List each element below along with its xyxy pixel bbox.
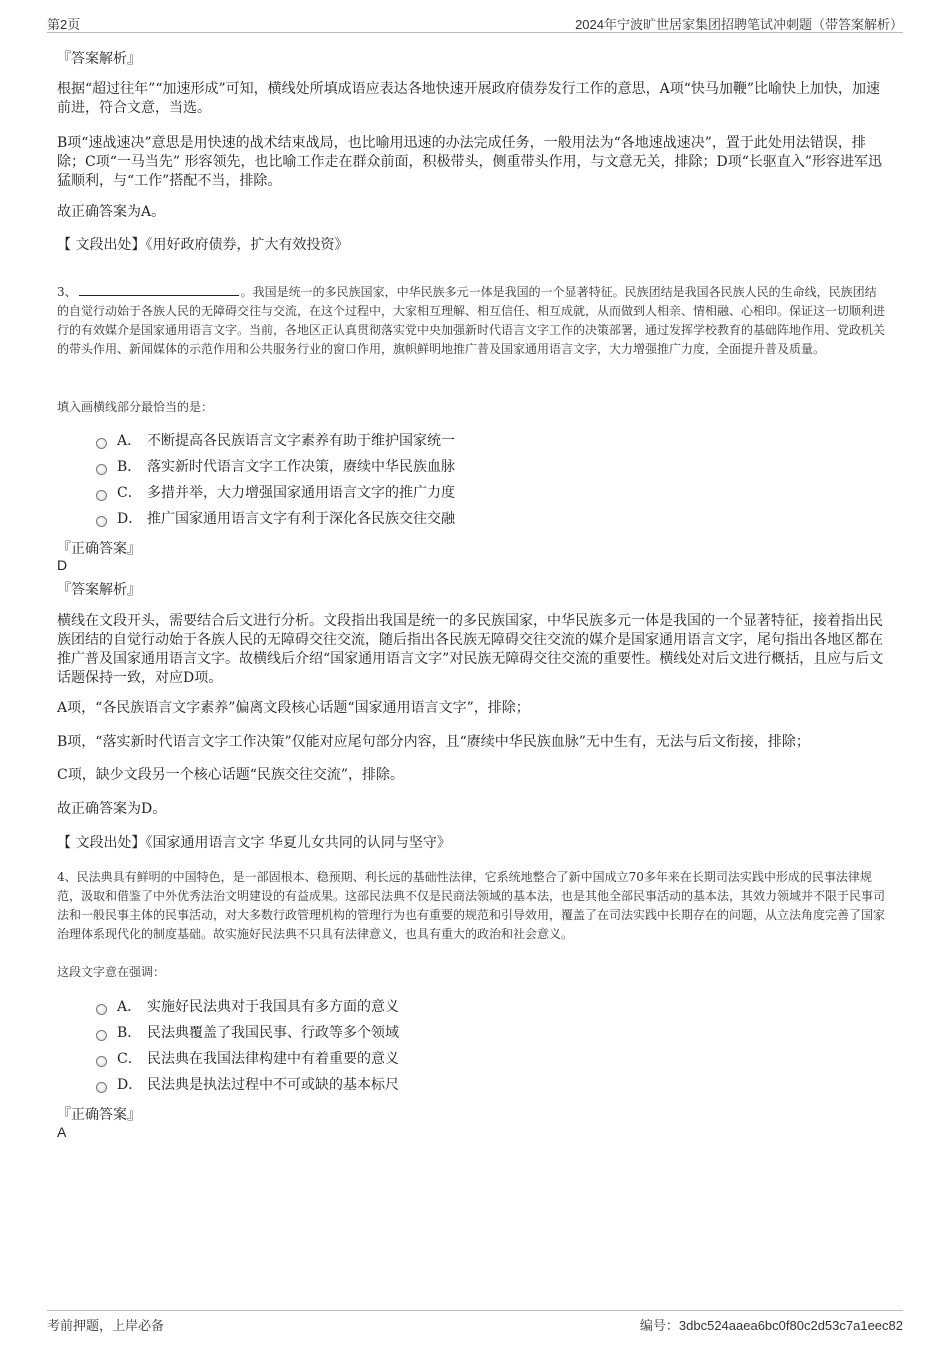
q3-answer: D [57, 557, 68, 573]
q3-answer-label: 『正确答案』 [57, 541, 141, 557]
q3-analysis-label: 『答案解析』 [57, 582, 141, 598]
radio-icon[interactable] [96, 516, 107, 527]
radio-icon[interactable] [96, 1004, 107, 1015]
q2-analysis-p1: 根据“超过往年”“加速形成”可知，横线处所填成语应表达各地快速开展政府债券发行工作的意思，A项“快马加鞭”比喻快上加快，加速前进，符合文意，当选。 [57, 81, 881, 116]
q4-option-b[interactable]: B． 民法典覆盖了我国民事、行政等多个领域 [96, 1023, 399, 1043]
q3-prompt: 填入画横线部分最恰当的是： [57, 400, 214, 414]
q3-source: 【 文段出处】《国家通用语言文字 华夏儿女共同的认同与坚守》 [57, 835, 451, 851]
q3-option-a[interactable]: A． 不断提高各民族语言文字素养有助于维护国家统一 [96, 431, 455, 451]
q4-answer: A [57, 1124, 67, 1140]
footer-slogan: 考前押题，上岸必备 [47, 1319, 165, 1334]
radio-icon[interactable] [96, 1056, 107, 1067]
q3-stem-text: 。我国是统一的多民族国家，中华民族多元一体是我国的一个显著特征。民族团结是我国各民族人民的生命线，民族团结的自觉行动始于各族人民的无障碍交往与交流，在这个过程中，大家相互理解、相互信任、相互成就，从而做到人相亲、情相融、心相印。保证这一切顺利进行的有效媒介是国家通用语言文字。当前，各地区正认真贯彻落实党中央加强新时代语言文字工作的决策部署，通过发挥学校教育的基础阵地作用、党政机关的带头作用、新闻媒体的示范作用和公共服务行业的窗口作用，旗帜鲜明地推广普及国家通用语言文字，大力增强推广力度，全面提升普及质量。 [57, 285, 886, 356]
page-footer [47, 1310, 903, 1335]
q3-analysis-p1: 横线在文段开头，需要结合后文进行分析。文段指出我国是统一的多民族国家，中华民族多元一体是我国的一个显著特征，接着指出民族团结的自觉行动始于各族人民的无障碍交往交流，随后指出各民族无障碍交往交流的媒介是国家通用语言文字，尾句指出各地区都在推广普及国家通用语言文字。故横线后介绍“国家通用语言文字”对民族无障碍交往交流的重要性。横线处对后文进行概括，且应与后文话题保持一致，对应D项。 [57, 613, 884, 686]
q2-source: 【 文段出处】《用好政府债券，扩大有效投资》 [57, 237, 349, 253]
document-id: 编号：3dbc524aaea6bc0f80c2d53c7a1eec82 [639, 1318, 903, 1333]
q4-stem: 4、民法典具有鲜明的中国特色，是一部固根本、稳预期、利长远的基础性法律，它系统地整合了新中国成立70多年来在长期司法实践中形成的民事法律规范，汲取和借鉴了中外优秀法治文明建设的有益成果。这部民法典不仅是民商法领域的基本法，也是其他全部民事活动的基本法，其效力领域并不限于民事司法和一般民事主体的民事活动，对大多数行政管理机构的管理行为也有重要的规范和引导效用，覆盖了在司法实践中长期存在的问题，从立法角度完善了国家治理体系现代化的制度基础。故实施好民法典不只具有法律意义，也具有重大的政治和社会意义。 [57, 870, 886, 941]
q3-option-b[interactable]: B． 落实新时代语言文字工作决策，赓续中华民族血脉 [96, 457, 455, 477]
page-number: 第2页 [47, 17, 81, 32]
q4-option-c[interactable]: C． 民法典在我国法律构建中有着重要的意义 [96, 1049, 399, 1069]
q4-option-d[interactable]: D． 民法典是执法过程中不可或缺的基本标尺 [96, 1075, 399, 1095]
radio-icon[interactable] [96, 1082, 107, 1093]
q4-option-a[interactable]: A． 实施好民法典对于我国具有多方面的意义 [96, 997, 399, 1017]
q3-analysis-p2: A项，“各民族语言文字素养”偏离文段核心话题“国家通用语言文字”，排除； [57, 700, 530, 716]
radio-icon[interactable] [96, 490, 107, 501]
q4-prompt: 这段文字意在强调： [57, 965, 166, 979]
q2-analysis-p2: B项“速战速决”意思是用快速的战术结束战局，也比喻用迅速的办法完成任务，一般用法为“各地速战速决”，置于此处用法错误，排除；C项“一马当先” 形容领先，也比喻工作走在群众前面，积极带头，侧重带头作用，与文意无关，排除；D项“长驱直入”形容进军迅猛顺利，与“工作”搭配不当，排除。 [57, 135, 883, 189]
page-header [47, 12, 903, 33]
q2-analysis-label: 『答案解析』 [57, 51, 141, 67]
q3-option-c[interactable]: C． 多措并举，大力增强国家通用语言文字的推广力度 [96, 483, 455, 503]
q3-analysis-p4: C项，缺少文段另一个核心话题“民族交往交流”，排除。 [57, 767, 405, 783]
radio-icon[interactable] [96, 464, 107, 475]
q3-conclusion: 故正确答案为D。 [57, 801, 167, 817]
q3-stem [57, 283, 887, 359]
fill-blank-line [79, 283, 239, 296]
document-title: 2024年宁波旷世居家集团招聘笔试冲刺题（带答案解析） [575, 17, 903, 32]
q2-conclusion: 故正确答案为A。 [57, 204, 166, 220]
q3-option-d[interactable]: D． 推广国家通用语言文字有利于深化各民族交往交融 [96, 509, 455, 529]
q4-answer-label: 『正确答案』 [57, 1107, 141, 1123]
q3-analysis-p3: B项，“落实新时代语言文字工作决策”仅能对应尾句部分内容，且“赓续中华民族血脉”无中生有，无法与后文衔接，排除； [57, 734, 810, 750]
radio-icon[interactable] [96, 438, 107, 449]
radio-icon[interactable] [96, 1030, 107, 1041]
q3-number: 3、 [57, 285, 77, 299]
